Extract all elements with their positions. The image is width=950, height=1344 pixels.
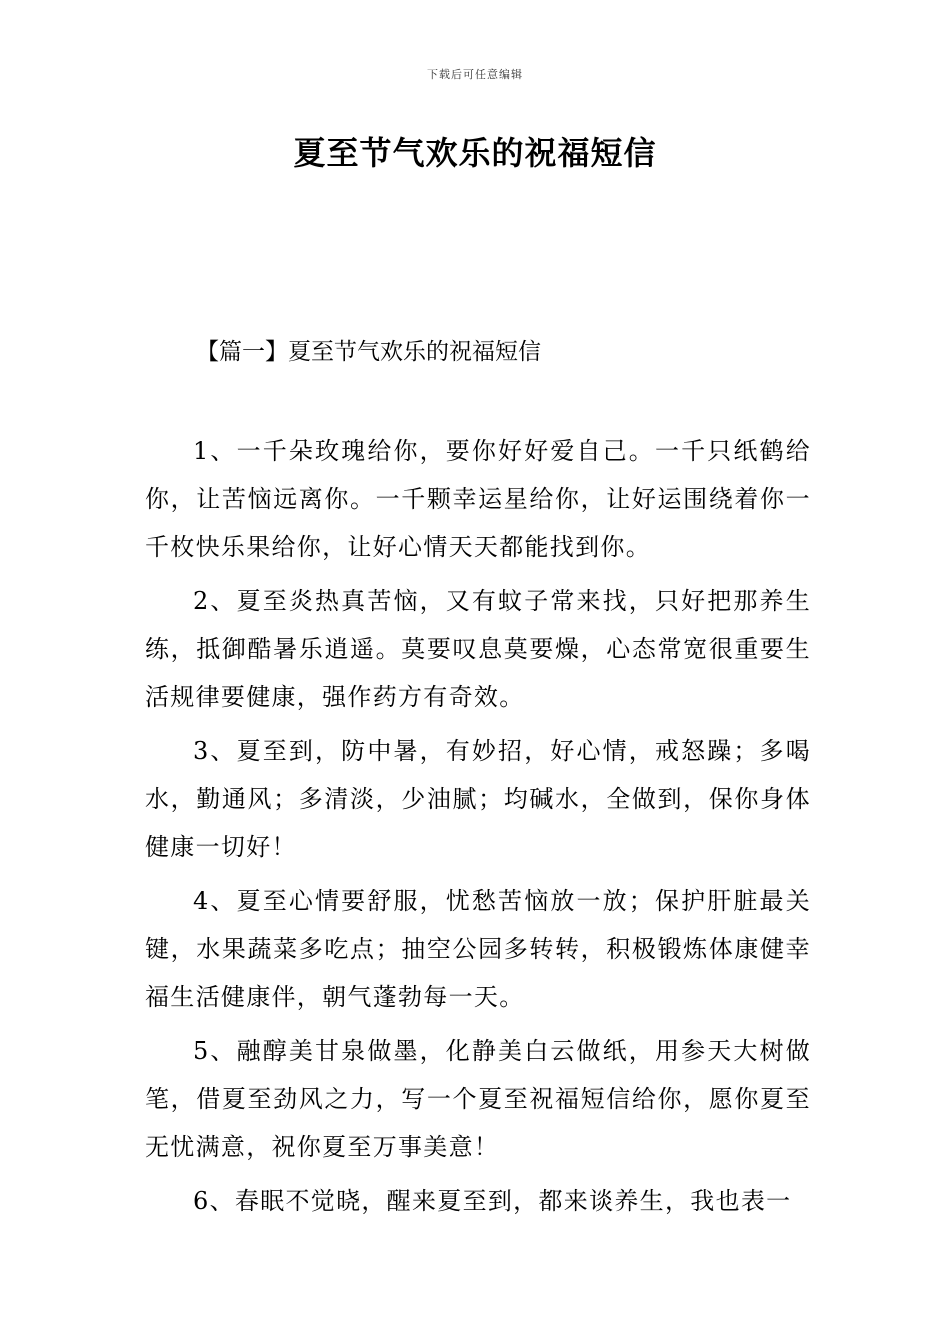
body-text	[145, 427, 811, 1231]
section-heading: 【篇一】夏至节气欢乐的祝福短信	[196, 339, 541, 365]
paragraph-4: 4、夏至心情要舒服，忧愁苦恼放一放；保护肝脏最关键，水果蔬菜多吃点；抽空公园多转转，积极锻炼体康健幸福生活健康伴，朝气蓬勃每一天。	[145, 887, 811, 1011]
paragraph-3: 3、夏至到，防中暑，有妙招，好心情，戒怒躁；多喝水，勤通风；多清淡，少油腻；均碱水，全做到，保你身体健康一切好！	[145, 737, 811, 861]
header-note: 下载后可任意编辑	[427, 68, 523, 81]
paragraph-5: 5、融醇美甘泉做墨，化静美白云做纸，用参天大树做笔，借夏至劲风之力，写一个夏至祝福短信给你，愿你夏至无忧满意，祝你夏至万事美意！	[145, 1037, 811, 1161]
paragraph-6: 6、春眠不觉晓，醒来夏至到，都来谈养生，我也表一	[193, 1187, 792, 1215]
document-title: 夏至节气欢乐的祝福短信	[293, 134, 657, 172]
paragraph-2: 2、夏至炎热真苦恼，又有蚊子常来找，只好把那养生练，抵御酷暑乐逍遥。莫要叹息莫要燥，心态常宽很重要生活规律要健康，强作药方有奇效。	[145, 587, 811, 711]
paragraph-1: 1、一千朵玫瑰给你，要你好好爱自己。一千只纸鹤给你，让苦恼远离你。一千颗幸运星给你，让好运围绕着你一千枚快乐果给你，让好心情天天都能找到你。	[145, 437, 811, 561]
